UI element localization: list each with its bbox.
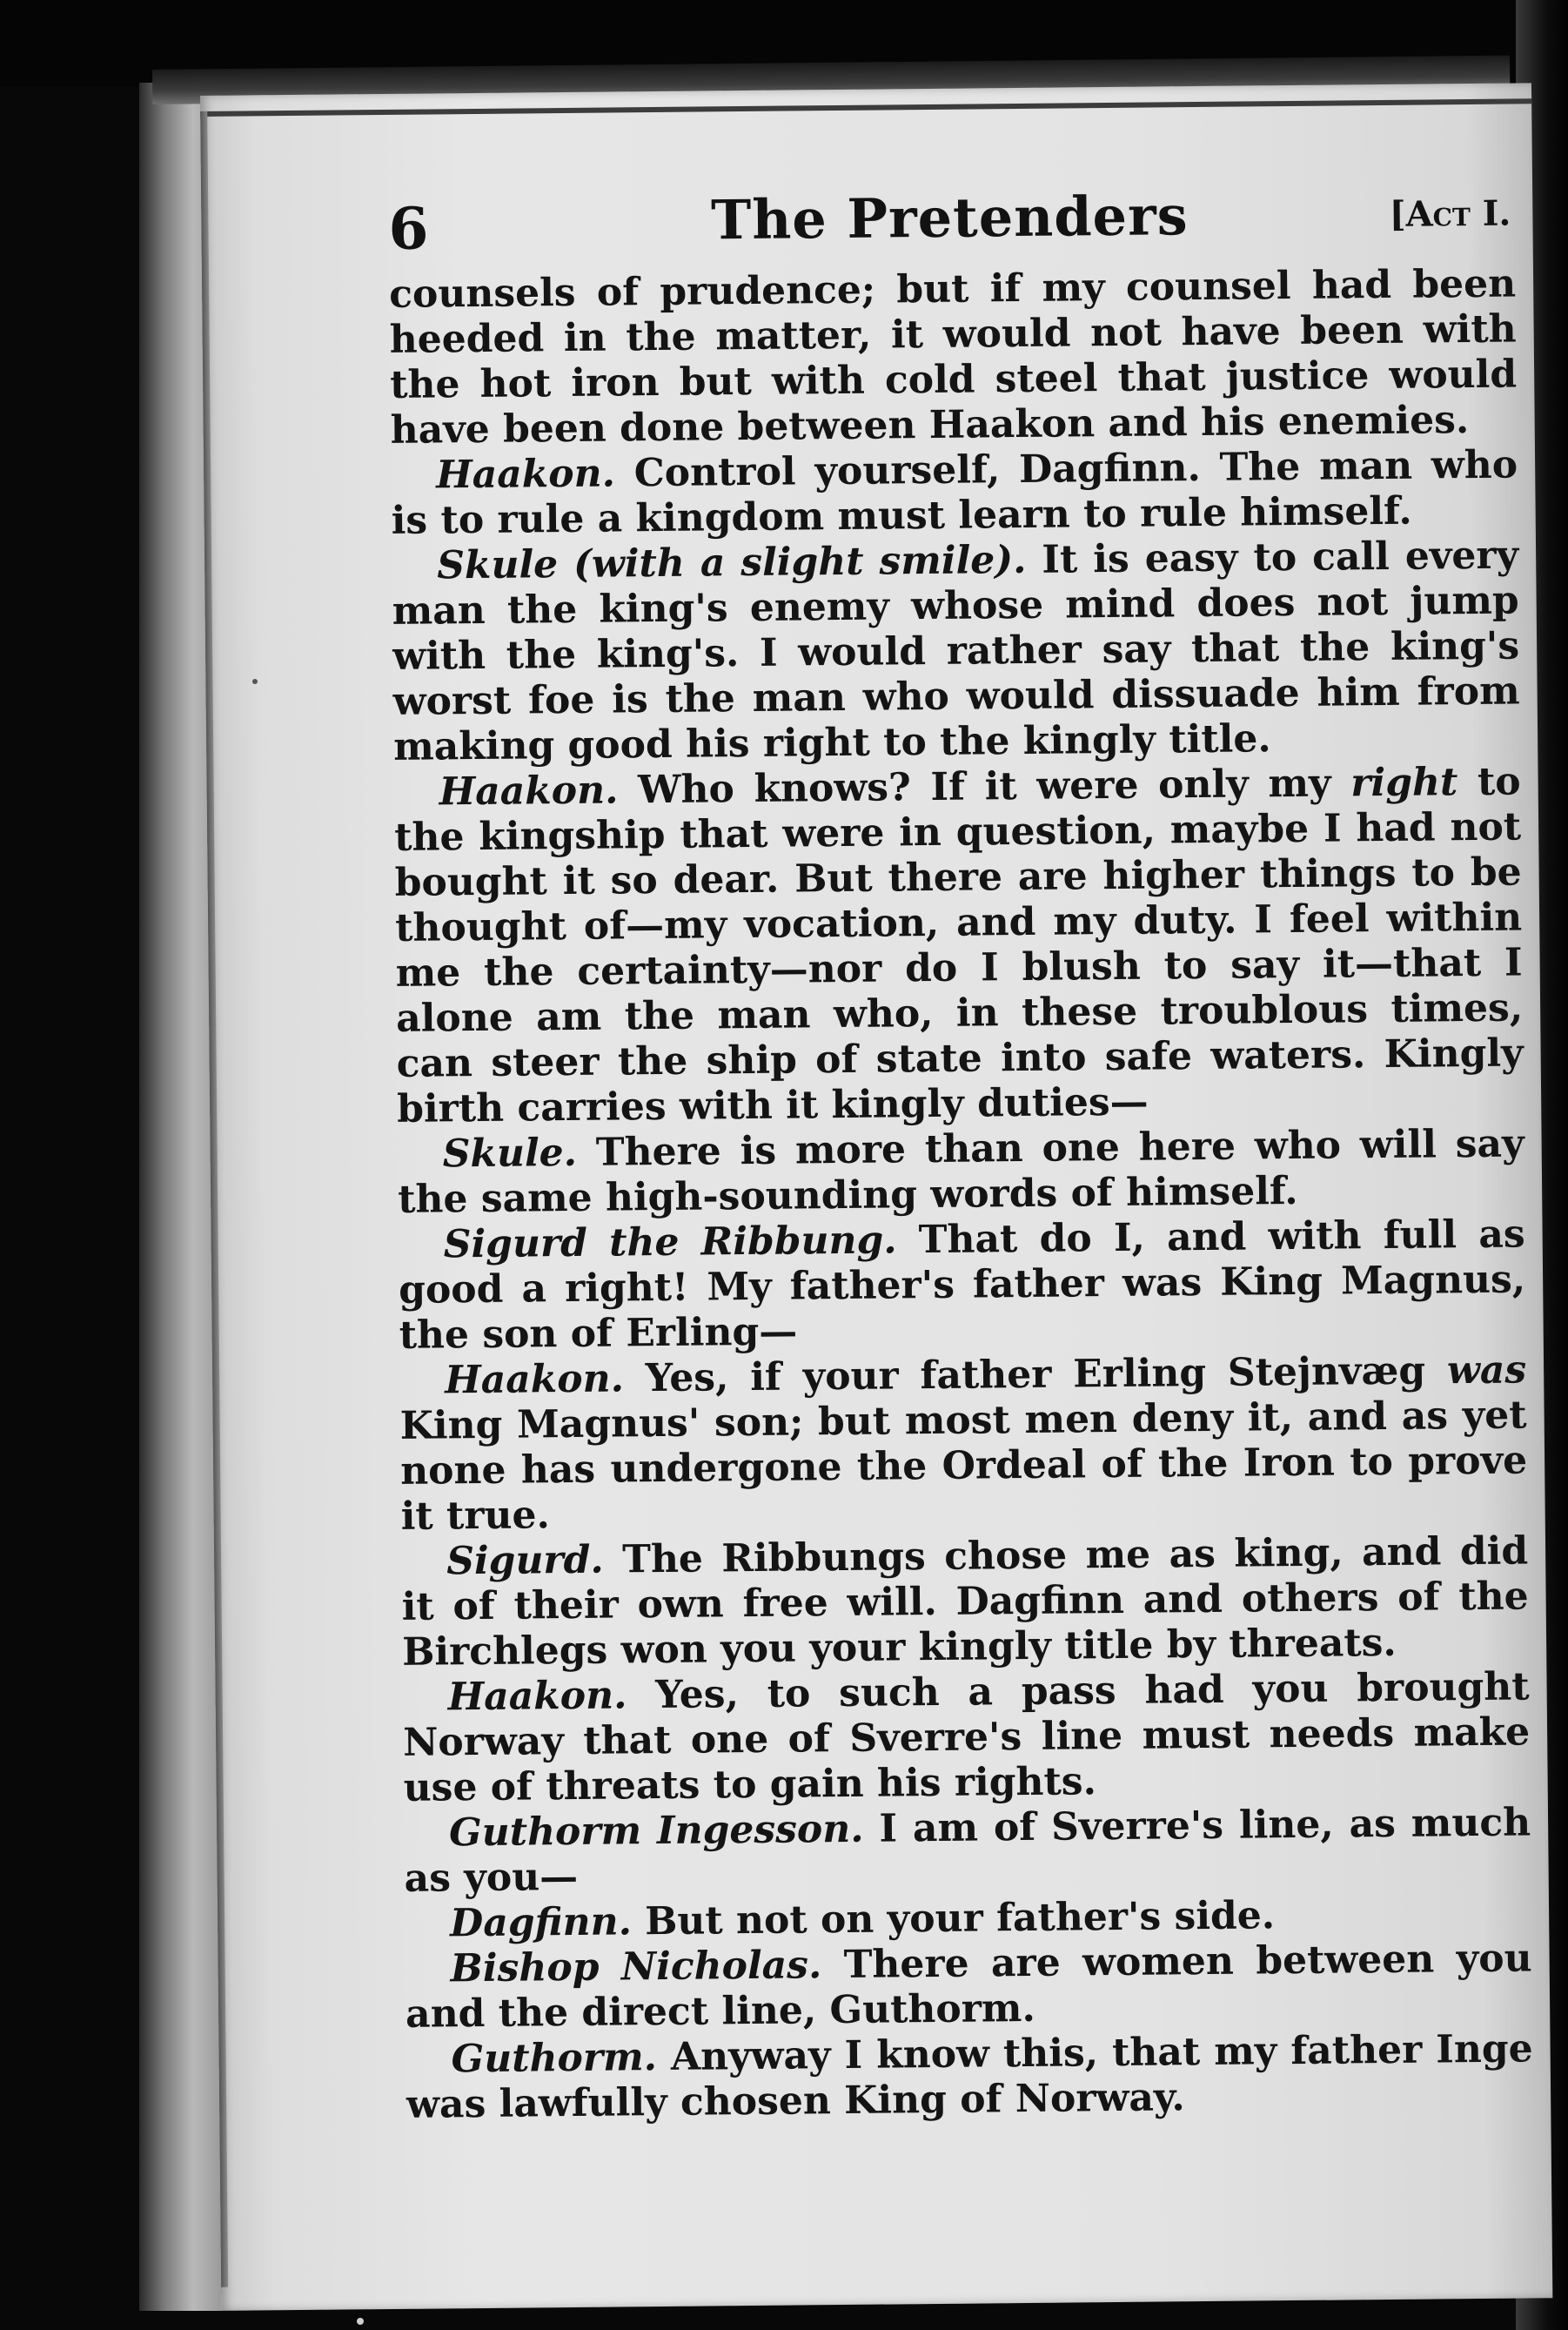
- paragraph-text: counsels of prudence; but if my counsel had been heeded in the matter, it would not have been with the hot iron but with cold steel that justice would have been done between Haakon and his enemies.: [388, 261, 1518, 453]
- emphasized-word: right: [1350, 760, 1458, 806]
- speech-text: There are women between you and the direct line, Guthorm.: [405, 1936, 1532, 2037]
- speech-text: But not on your father's side.: [644, 1893, 1276, 1944]
- paragraph-5: [398, 1212, 1525, 1358]
- paragraph-11: [405, 1936, 1532, 2037]
- speaker-name: Haakon.: [435, 451, 616, 498]
- speaker-name: Sigurd.: [446, 1537, 604, 1584]
- speaker-name: Guthorm Ingesson.: [448, 1806, 864, 1856]
- paragraph-9: [404, 1800, 1531, 1901]
- speech-text: Yes, to such a pass had you brought Norway that one of Sverre's line must needs make use of threats to gain his rights.: [402, 1664, 1531, 1810]
- emphasized-word: was: [1446, 1347, 1527, 1393]
- running-title: The Pretenders: [710, 184, 1189, 252]
- speech-text: There is more than one here who will say the same high-sounding words of himself.: [397, 1121, 1524, 1222]
- book-page: [200, 83, 1552, 2311]
- speaker-name: Skule: [436, 542, 559, 588]
- speech-text: Control yourself, Dagfinn. The man who is to rule a kingdom must learn to rule himself.: [391, 442, 1518, 543]
- speech-text-before: Yes, if your father Erling Stejnvæg: [645, 1348, 1426, 1401]
- speaker-name: Haakon.: [447, 1673, 627, 1720]
- paragraph-12: [405, 2026, 1533, 2127]
- speaker-name: Haakon.: [444, 1356, 625, 1403]
- page-header: [388, 181, 1511, 270]
- speaker-name: Sigurd the Ribbung.: [443, 1218, 897, 1267]
- page-number: 6: [388, 194, 429, 263]
- act-label: [Act I.: [1389, 192, 1511, 235]
- speech-text-before: Who knows? If it were only my: [637, 761, 1331, 813]
- paragraph-6: [399, 1347, 1528, 1539]
- speaker-name: Dagfinn.: [449, 1899, 633, 1946]
- paragraph-7: [401, 1528, 1529, 1675]
- speech-text: That do I, and with full as good a right! My father's father was King Magnus, the son of Erling—: [398, 1212, 1526, 1358]
- paragraph-4: [397, 1121, 1524, 1222]
- paragraph-3: [393, 759, 1524, 1131]
- speech-text: The Ribbungs chose me as king, and did it of their own free will. Dagfinn and others of the Birchlegs won you your kingly title by threats.: [401, 1528, 1529, 1675]
- speaker-name: Bishop Nicholas.: [450, 1943, 822, 1991]
- margin-speck: [252, 679, 258, 684]
- paragraph-2: [392, 533, 1520, 769]
- speech-text: King Magnus' son; but most men deny it, and as yet none has undergone the Ordeal of the Iron to prove it true.: [399, 1393, 1528, 1539]
- speech-text: Anyway I know this, that my father Inge was lawfully chosen King of Norway.: [405, 2026, 1533, 2127]
- paragraph-8: [402, 1664, 1530, 1810]
- speaker-name: Skule.: [442, 1130, 578, 1177]
- page-top-border: [200, 98, 1531, 117]
- speaker-name: Haakon.: [439, 768, 619, 815]
- stage-direction: (with a slight smile).: [573, 537, 1027, 587]
- paragraph-1: [391, 442, 1518, 543]
- speech-text: It is easy to call every man the king's enemy whose mind does not jump with the king's. I would rather say that the king's worst foe is the man who would dissuade him from making good his right to the kingly title.: [392, 533, 1520, 769]
- speaker-name: Guthorm.: [451, 2035, 658, 2082]
- speech-text: I am of Sverre's line, as much as you—: [404, 1800, 1531, 1901]
- speech-text: to the kingship that were in question, maybe I had not bought it so dear. But there are higher things to be thought of—my vocation, and my duty. I feel within me the certainty—nor do I blush to say it—that I alone am the man who, in these troublous times, can steer the ship of state into safe waters. Kingly birth carries with it kingly duties—: [393, 759, 1524, 1131]
- paragraph-0: [389, 261, 1518, 453]
- play-text: [389, 261, 1533, 2127]
- bottom-speck: [357, 2318, 364, 2325]
